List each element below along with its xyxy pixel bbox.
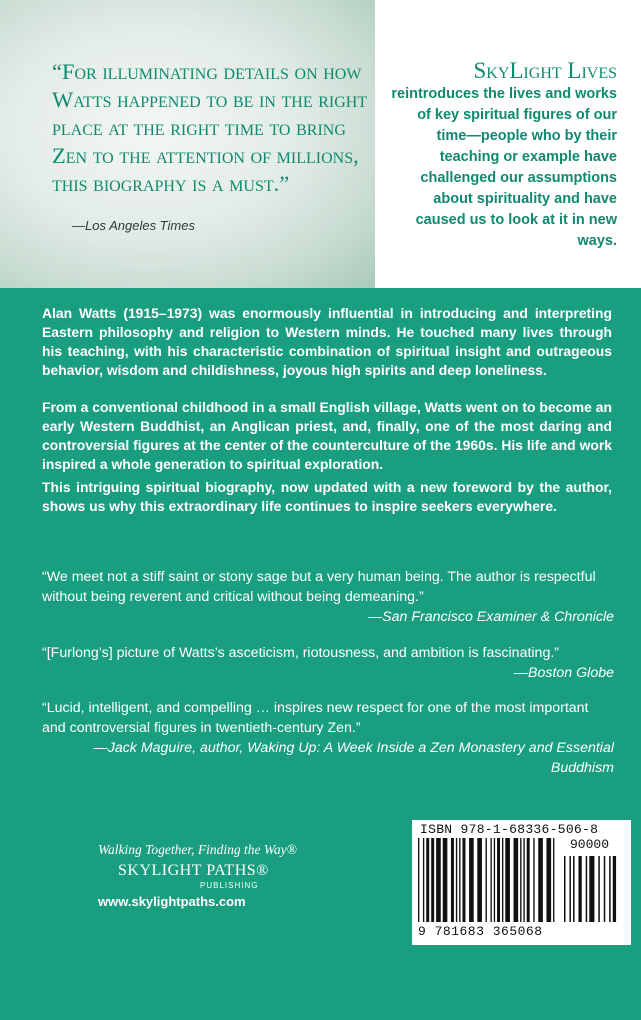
- barcode-bar: [436, 838, 441, 922]
- barcode-bars: [418, 838, 560, 922]
- blurb: [42, 567, 614, 627]
- barcode-bar: [423, 838, 424, 922]
- publisher-logo-sub: PUBLISHING: [200, 881, 259, 890]
- barcode-bar: [462, 838, 465, 922]
- barcode-bar: [533, 838, 534, 922]
- barcode-bar: [573, 856, 575, 922]
- barcode-bar: [586, 856, 588, 922]
- barcode-bar: [456, 838, 457, 922]
- barcode-bar: [553, 838, 554, 922]
- barcode-bar: [569, 856, 571, 922]
- blurb: [42, 643, 614, 683]
- barcode-bar: [609, 856, 611, 922]
- ean-number: 9 781683 365068: [418, 924, 543, 939]
- barcode-bar: [564, 856, 566, 922]
- barcode-bar: [469, 838, 474, 922]
- barcode-bar: [477, 838, 482, 922]
- barcode-bar: [418, 838, 419, 922]
- barcode-bar: [431, 838, 434, 922]
- barcode-bar: [426, 838, 429, 922]
- barcode-bar: [505, 838, 510, 922]
- publisher-logo: SKYLIGHT PATHS®: [118, 862, 269, 879]
- review-source: —Los Angeles Times: [72, 218, 195, 233]
- barcode-bar: [497, 838, 500, 922]
- barcode-bar: [486, 838, 487, 922]
- publisher-tagline: Walking Together, Finding the Way®: [98, 842, 297, 857]
- blurb-text: “Lucid, intelligent, and compelling … inspires new respect for one of the most important and controversial figures in twentieth-century Zen.”: [42, 700, 589, 736]
- barcode-bar: [604, 856, 606, 922]
- barcode-bar: [494, 838, 495, 922]
- barcode-bar: [514, 838, 519, 922]
- review-quote: “For illuminating details on how Watts happened to be in the right place at the right time to bring Zen to the attention of millions, this biography is a must.”: [52, 59, 368, 196]
- barcode-bar: [598, 856, 600, 922]
- blurb: [42, 698, 614, 778]
- barcode-bar: [546, 838, 551, 922]
- barcode-bar: [490, 838, 491, 922]
- blurb-attribution: —Jack Maguire, author, Waking Up: A Week Inside a Zen Monastery and Essential Buddhism: [93, 740, 614, 776]
- blurb-attribution: —San Francisco Examiner & Chronicle: [367, 609, 614, 625]
- barcode-bar: [502, 838, 503, 922]
- price-addon-number: 90000: [570, 837, 610, 852]
- description-paragraph: From a conventional childhood in a small English village, Watts went on to become an early Western Buddhist, an Anglican priest, and, finally, one of the most daring and controversial figures at the center of the counterculture of the 1960s. His life and work inspired a whole generation to spiritual exploration.: [42, 399, 612, 472]
- barcode-bar: [613, 856, 616, 922]
- isbn-number: ISBN 978-1-68336-506-8: [420, 822, 599, 837]
- barcode-bar: [589, 856, 594, 922]
- barcode-bar: [443, 838, 448, 922]
- description-paragraph: Alan Watts (1915–1973) was enormously influential in introducing and interpreting Eastern philosophy and religion to Western minds. He touched many lives through his teaching, with his characteristic combination of spiritual insight and outrageous behavior, wisdom and childishness, joyous high spirits and deep loneliness.: [42, 305, 612, 378]
- barcode-bar: [538, 838, 543, 922]
- blurb-text: “We meet not a stiff saint or stony sage but a very human being. The author is respectful without being reverent and critical without being demeaning.”: [42, 569, 596, 605]
- barcode-bar: [459, 838, 460, 922]
- blurb-text: “[Furlong’s] picture of Watts’s asceticism, riotousness, and ambition is fascinating.”: [42, 645, 560, 661]
- publisher-website[interactable]: www.skylightpaths.com: [98, 894, 246, 909]
- barcode-bar: [520, 838, 521, 922]
- barcode: [412, 820, 631, 945]
- series-title: SkyLight Lives: [473, 58, 617, 83]
- price-addon-bars: [564, 856, 622, 922]
- barcode-bar: [451, 838, 454, 922]
- barcode-bar: [578, 856, 581, 922]
- series-description: reintroduces the lives and works of key spiritual figures of our time—people who by their teaching or example have challenged our assumptions about spirituality and have caused us to look at it in new ways.: [391, 86, 617, 249]
- description-paragraph: This intriguing spiritual biography, now updated with a new foreword by the author, shows us why this extraordinary life continues to inspire seekers everywhere.: [42, 479, 612, 514]
- barcode-bar: [527, 838, 530, 922]
- blurb-attribution: —Boston Globe: [513, 665, 614, 681]
- barcode-bar: [523, 838, 524, 922]
